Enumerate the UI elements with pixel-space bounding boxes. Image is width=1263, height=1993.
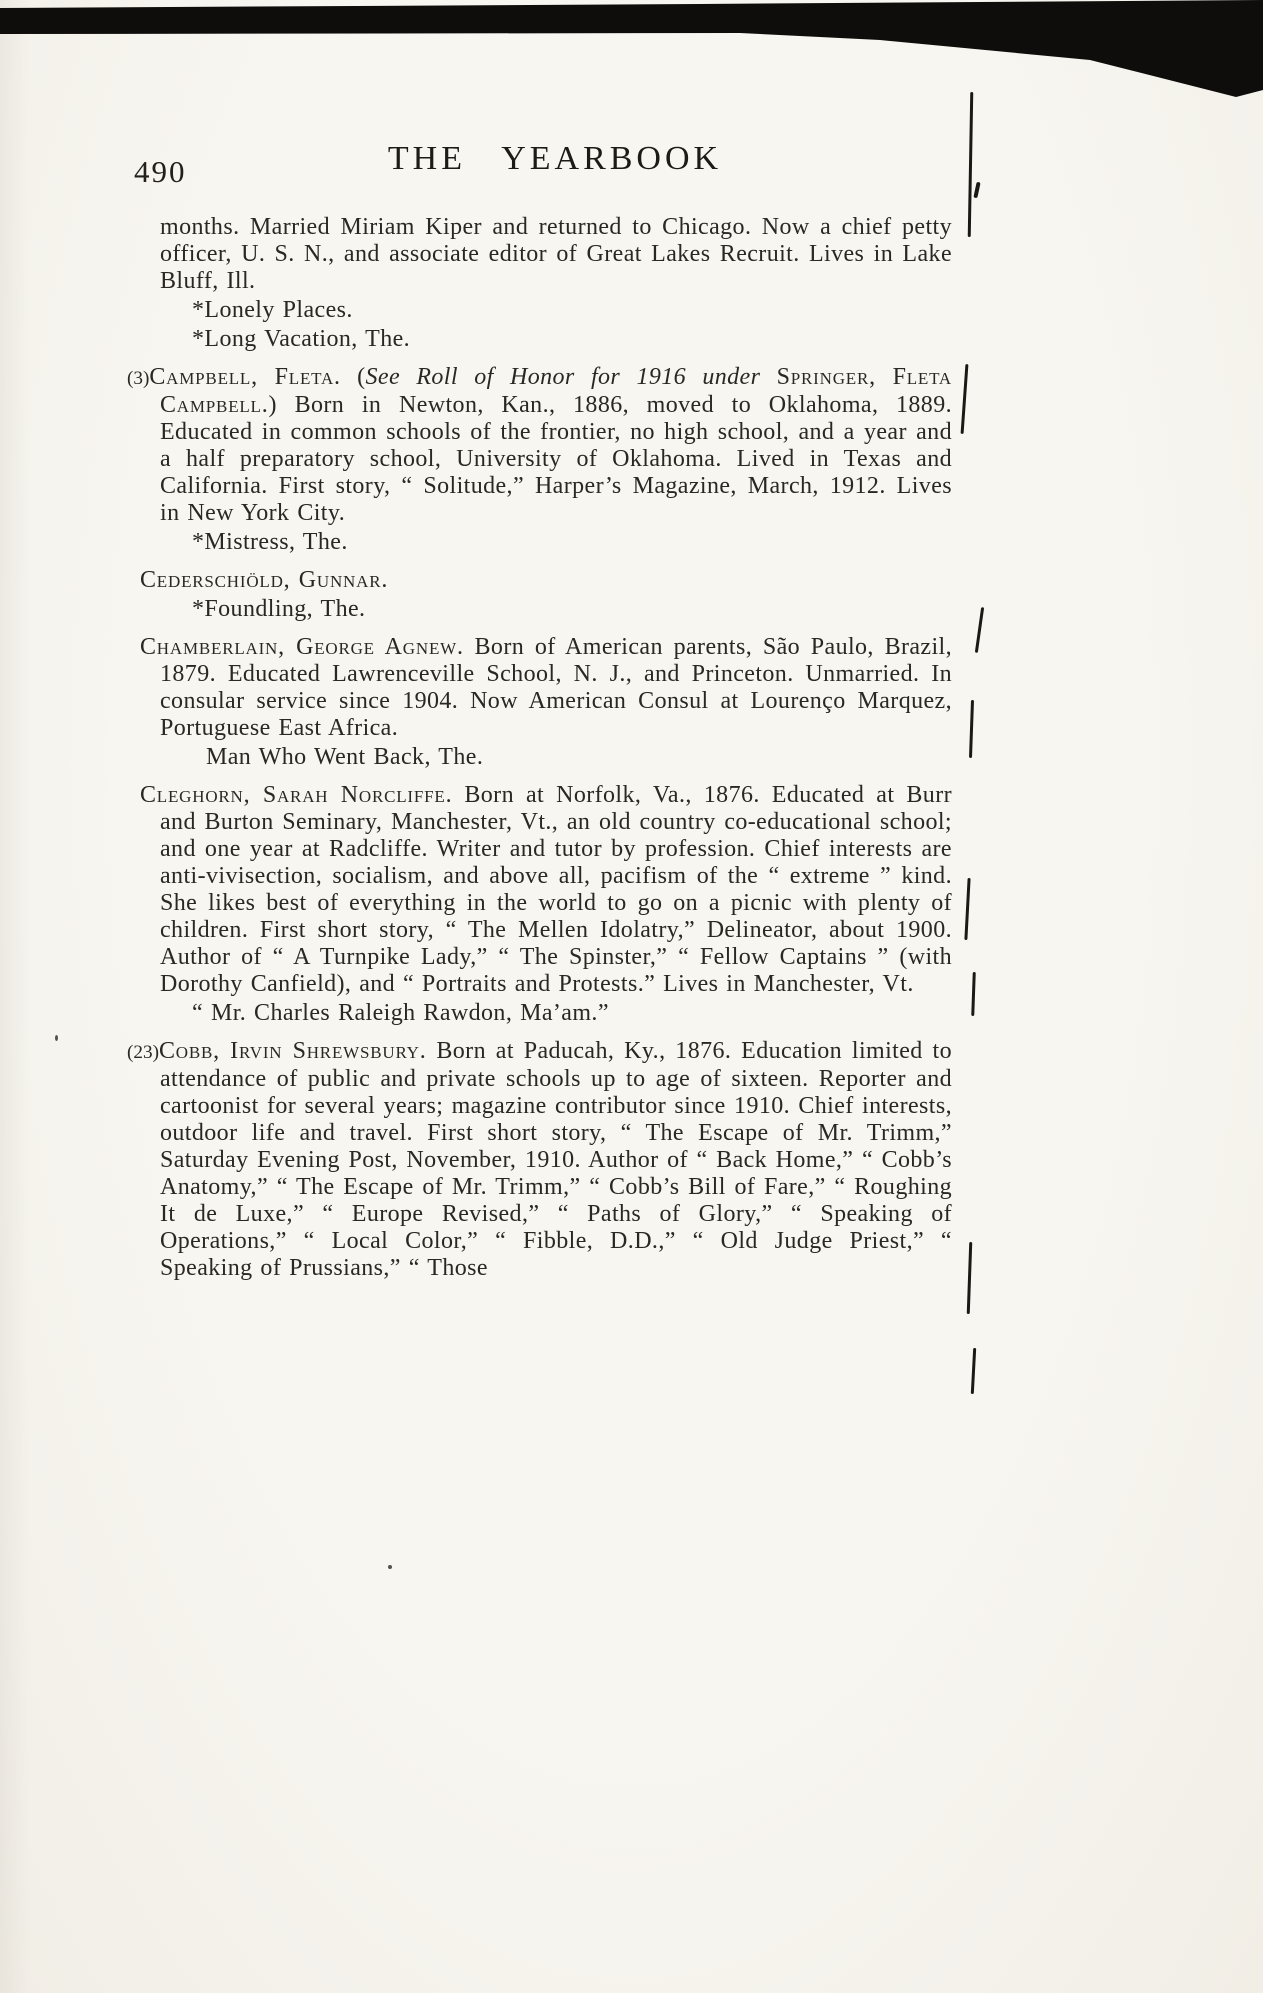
work-title: *Long Vacation, The. bbox=[192, 326, 411, 352]
scan-speck bbox=[388, 1565, 392, 1569]
entry-cederschiold-gunnar bbox=[140, 567, 952, 594]
entry-name: Chamberlain, George Agnew. bbox=[140, 634, 464, 660]
work-title: Man Who Went Back, The. bbox=[206, 744, 484, 770]
entry-text: Born at Norfolk, Va., 1876. Educated at Burr and Burton Seminary, Manchester, Vt., an old country co-educational school; and one year at Radcliffe. Writer and tutor by profession. Chief interests are anti-vivisection, socialism, and above all, pacifism of the “ extreme ” kind. She likes best of everything in the world to go on a picnic with plenty of children. First short story, “ The Mellen Idolatry,” Delineator, about 1900. Author of “ A Turnpike Lady,” “ The Spinster,” “ Fellow Captains ” (with Dorothy Canfield), and “ Portraits and Protests.” Lives in Manchester, Vt. bbox=[160, 782, 952, 997]
scan-artifact-edge-mark bbox=[968, 92, 974, 237]
scan-speck bbox=[55, 1035, 58, 1041]
cross-reference-name: Springer, Fleta Campbell. bbox=[160, 364, 953, 418]
scan-artifact-edge-mark bbox=[971, 1348, 976, 1394]
entry-campbell-fleta bbox=[127, 364, 953, 527]
work-title: “ Mr. Charles Raleigh Rawdon, Ma’am.” bbox=[192, 1000, 609, 1026]
cross-reference-italic: See Roll of Honor for 1916 under bbox=[365, 364, 777, 390]
work-title: *Lonely Places. bbox=[192, 297, 353, 323]
running-head bbox=[134, 140, 950, 192]
entry-continuation bbox=[160, 214, 952, 295]
scan-artifact-edge-mark bbox=[961, 364, 969, 434]
entry-text: Born at Paducah, Ky., 1876. Education limited to attendance of public and private schools up to age of sixteen. Reporter and cartoonist for several years; magazine contributor since 1910. Chief interests, outdoor life and travel. First short story, “ The Escape of Mr. Trimm,” Saturday Evening Post, November, 1910. Author of “ Back Home,” “ Cobb’s Anatomy,” “ The Escape of Mr. Trimm,” “ Cobb’s Bill of Fare,” “ Roughing It de Luxe,” “ Europe Revised,” “ Paths of Glory,” “ Speaking of Operations,” “ Local Color,” “ Fibble, D.D.,” “ Old Judge Priest,” “ Speaking of Prussians,” “ Those bbox=[160, 1038, 952, 1281]
entry-name: Cobb, Irvin Shrewsbury. bbox=[158, 1038, 427, 1064]
entry-name: Cleghorn, Sarah Norcliffe. bbox=[140, 782, 453, 808]
entry-cobb-irvin-shrewsbury bbox=[127, 1038, 952, 1282]
work-title: *Mistress, The. bbox=[192, 529, 348, 555]
scan-artifact-edge-mark bbox=[967, 1242, 973, 1314]
scan-artifact-edge-mark bbox=[964, 878, 970, 940]
entry-text: ( bbox=[340, 364, 366, 390]
cross-reference-number: (3) bbox=[127, 368, 150, 389]
entry-text: ) bbox=[268, 392, 295, 418]
scan-artifact-edge-mark bbox=[975, 607, 984, 653]
scan-artifact-edge-mark bbox=[971, 972, 976, 1016]
cross-reference-number: (23) bbox=[127, 1042, 159, 1063]
scan-artifact-edge-mark bbox=[969, 700, 974, 758]
entry-text: Born of American parents, São Paulo, Brazil, 1879. Educated Lawrenceville School, N. J., and Princeton. Unmarried. In consular service since 1904. Now American Consul at Lourenço Marquez, Portuguese East Africa. bbox=[160, 634, 953, 741]
entry-name: Cederschiöld, Gunnar. bbox=[140, 567, 389, 593]
scan-artifact-top-bar bbox=[0, 0, 1263, 100]
work-title: *Foundling, The. bbox=[192, 596, 366, 622]
entry-text: months. Married Miriam Kiper and returned to Chicago. Now a chief petty officer, U. S. N., and associate editor of Great Lakes Recruit. Lives in Lake Bluff, Ill. bbox=[160, 214, 952, 294]
entry-name: Campbell, Fleta. bbox=[149, 364, 341, 390]
entry-cleghorn-sarah-norcliffe bbox=[140, 782, 952, 998]
text-block bbox=[127, 214, 953, 1282]
entry-text: Born in Newton, Kan., 1886, moved to Oklahoma, 1889. Educated in common schools of the frontier, no high school, and a year and a half preparatory school, University of Oklahoma. Lived in Texas and California. First story, “ Solitude,” Harper’s Magazine, March, 1912. Lives in New York City. bbox=[160, 392, 952, 526]
entry-chamberlain-george-agnew bbox=[140, 634, 953, 742]
scan-artifact-edge-mark bbox=[973, 182, 980, 198]
running-title: THE YEARBOOK bbox=[387, 140, 723, 177]
page-number: 490 bbox=[134, 154, 187, 189]
